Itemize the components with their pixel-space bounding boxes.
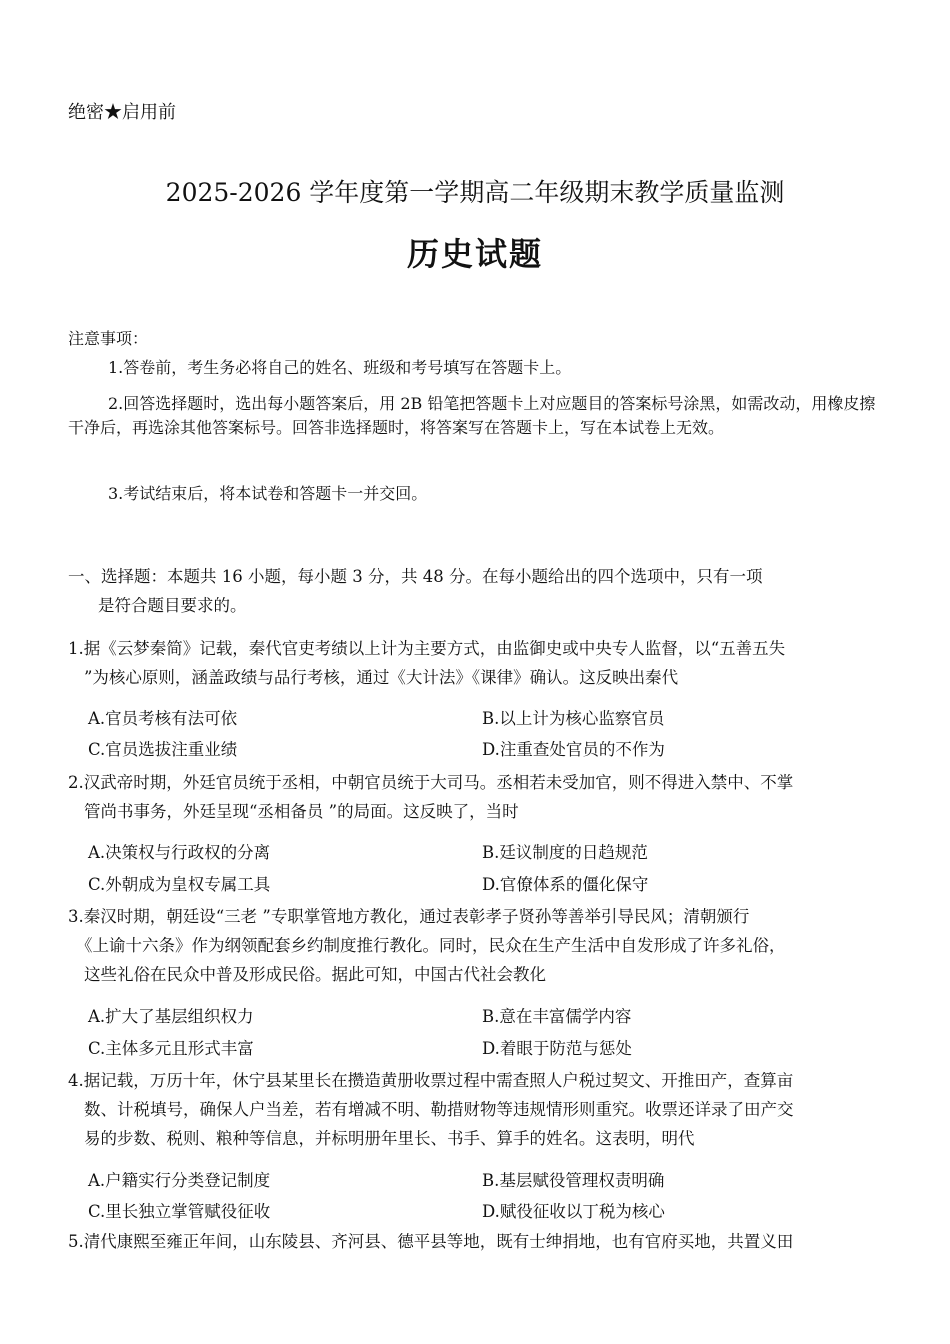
notice-heading: 注意事项： xyxy=(68,329,149,348)
question-3 xyxy=(68,902,888,989)
exam-title: 2025-2026 学年度第一学期高二年级期末教学质量监测 xyxy=(165,178,785,207)
q2-option-a: A.决策权与行政权的分离 xyxy=(88,843,271,862)
question-stem-cont: 易的步数、税则、粮种等信息，并标明册年里长、书手、算手的姓名。这表明，明代 xyxy=(84,1129,695,1148)
question-stem-cont: 《上谕十六条》作为纲领配套乡约制度推行教化。同时，民众在生产生活中自发形成了许多礼俗， xyxy=(76,936,786,955)
q4-option-b: B.基层赋役管理权责明确 xyxy=(482,1171,665,1190)
question-stem-cont: 数、计税填号，确保人户当差，若有增减不明、勒措财物等违规情形则重究。收票还详录了田产交 xyxy=(84,1100,794,1119)
question-stem: 3.秦汉时期，朝廷设“三老 ”专职掌管地方教化，通过表彰孝子贤孙等善举引导民风；清朝颁行 xyxy=(68,907,750,926)
q3-option-b: B.意在丰富儒学内容 xyxy=(482,1007,632,1026)
q3-option-c: C.主体多元且形式丰富 xyxy=(88,1039,254,1058)
notice-item-3: 3.考试结束后，将本试卷和答题卡一并交回。 xyxy=(108,484,428,503)
section-heading-line1: 一、选择题：本题共 16 小题，每小题 3 分，共 48 分。在每小题给出的四个选项中，只有一项 xyxy=(68,567,763,586)
question-stem: 4.据记载，万历十年，休宁县某里长在攒造黄册收票过程中需查照人户税过契文、开推田产，查算亩 xyxy=(68,1071,794,1090)
question-stem-cont: 管尚书事务，外廷呈现“丞相备员 ”的局面。这反映了，当时 xyxy=(84,802,519,821)
q3-option-a: A.扩大了基层组织权力 xyxy=(88,1007,254,1026)
q1-option-a: A.官员考核有法可依 xyxy=(88,709,238,728)
q2-option-c: C.外朝成为皇权专属工具 xyxy=(88,875,271,894)
subject-title: 历史试题 xyxy=(406,235,543,273)
question-stem-cont: ”为核心原则，涵盖政绩与品行考核，通过《大计法》《课律》确认。这反映出秦代 xyxy=(84,668,679,687)
q4-option-a: A.户籍实行分类登记制度 xyxy=(88,1171,271,1190)
q1-option-b: B.以上计为核心监察官员 xyxy=(482,709,665,728)
question-2 xyxy=(68,768,888,826)
q2-option-b: B.廷议制度的日趋规范 xyxy=(482,843,648,862)
confidential-label: 绝密★启用前 xyxy=(68,102,176,123)
q1-option-c: C.官员选拔注重业绩 xyxy=(88,740,238,759)
question-5 xyxy=(68,1227,888,1256)
q4-option-c: C.里长独立掌管赋役征收 xyxy=(88,1202,271,1221)
question-stem: 5.清代康熙至雍正年间，山东陵县、齐河县、德平县等地，既有士绅捐地，也有官府买地，共置义田 xyxy=(68,1232,794,1251)
question-4 xyxy=(68,1066,888,1153)
question-stem: 1.据《云梦秦简》记载，秦代官吏考绩以上计为主要方式，由监御史或中央专人监督，以“五善五失 xyxy=(68,639,786,658)
question-stem: 2.汉武帝时期，外廷官员统于丞相，中朝官员统于大司马。丞相若未受加官，则不得进入禁中、不掌 xyxy=(68,773,794,792)
question-1 xyxy=(68,634,888,692)
question-stem-cont: 这些礼俗在民众中普及形成民俗。据此可知，中国古代社会教化 xyxy=(84,965,546,984)
notice-item-2: 2.回答选择题时，选出每小题答案后，用 2B 铅笔把答题卡上对应题目的答案标号涂黑，如需改动，用橡皮擦干净后，再选涂其他答案标号。回答非选择题时，将答案写在答题卡上，写在本试卷上无效。 xyxy=(68,394,876,437)
notice-item-1: 1.答卷前，考生务必将自己的姓名、班级和考号填写在答题卡上。 xyxy=(108,358,572,377)
q2-option-d: D.官僚体系的僵化保守 xyxy=(482,875,649,894)
q3-option-d: D.着眼于防范与惩处 xyxy=(482,1039,632,1058)
q1-option-d: D.注重查处官员的不作为 xyxy=(482,740,665,759)
section-heading-line2: 是符合题目要求的。 xyxy=(98,596,247,615)
q4-option-d: D.赋役征收以丁税为核心 xyxy=(482,1202,665,1221)
section-heading xyxy=(68,562,884,620)
